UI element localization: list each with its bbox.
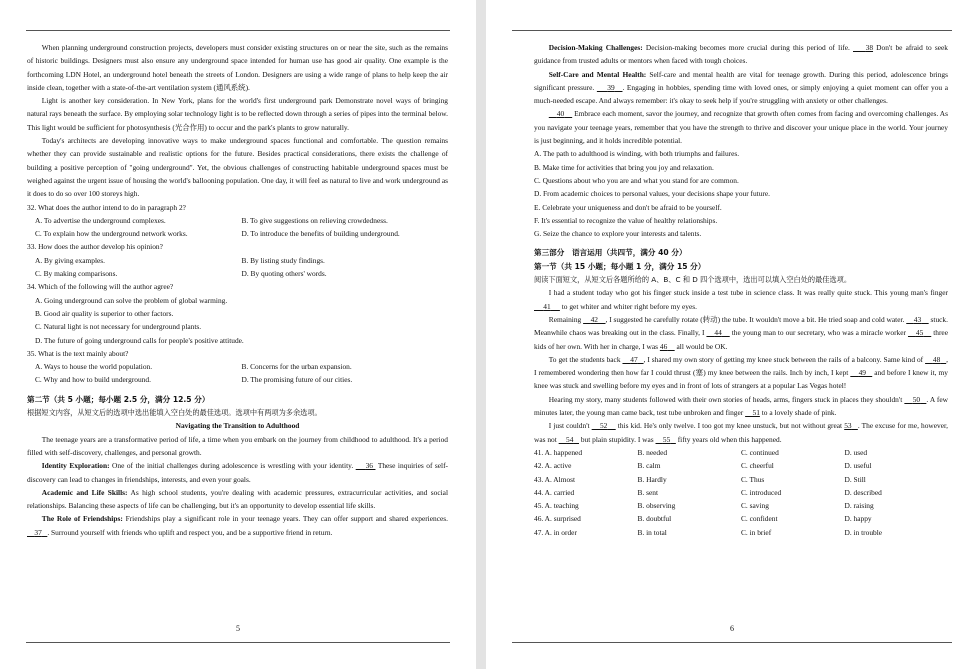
paragraph-text: . Engaging in hobbies, spending time with loved ones, or simply enjoying a quiet moment can offer you a much-needed escape. And always remember: it's okay to seek help if you're struggling with anxiety or other challenges. xyxy=(534,82,949,106)
choice: C. confident xyxy=(741,514,778,524)
option: A. Ways to house the world population. xyxy=(35,362,153,372)
blank-number: 39 xyxy=(607,82,615,92)
blank-52 xyxy=(592,421,616,430)
answer-option: E. Celebrate your uniqueness and don't be afraid to be yourself. xyxy=(534,202,722,212)
option: D. The future of going underground calls for people's positive attitude. xyxy=(35,335,244,345)
option: A. By giving examples. xyxy=(35,255,105,265)
choice: D. described xyxy=(844,487,882,497)
paragraph-heading: Self-Care and Mental Health: xyxy=(548,69,647,79)
cloze-text: all would be OK. xyxy=(676,341,728,351)
choice: B. in total xyxy=(637,527,667,537)
choice: B. calm xyxy=(637,461,661,471)
paragraph-text: These inquiries of self-discovery can lead to changes in friendships, interests, and even your goals. xyxy=(27,461,449,484)
choice: B. sent xyxy=(637,487,659,497)
blank-number: 50 xyxy=(912,394,921,404)
choice: D. Still xyxy=(844,474,866,484)
option: D. The promising future of our cities. xyxy=(241,375,353,385)
page-5-content xyxy=(27,41,448,539)
option: C. Why and how to build underground. xyxy=(35,375,151,385)
blank-47 xyxy=(622,355,643,364)
blank-number: 54 xyxy=(566,434,574,444)
cloze-paragraph xyxy=(534,313,948,353)
passage-paragraph xyxy=(534,41,948,68)
cloze-text: stuck. Meanwhile chaos was breaking out in the class. Finally, I xyxy=(534,314,948,338)
cloze-paragraph xyxy=(534,286,948,313)
paragraph-text: Don't be afraid to seek guidance from trusted adults or mentors when faced with tough choices. xyxy=(534,43,948,66)
cloze-text: Remaining xyxy=(548,314,582,324)
cloze-text: the young man to our secretary, who was a miracle worker xyxy=(731,328,906,338)
blank-45 xyxy=(908,328,931,337)
section-1-instructions: 阅读下面短文，从短文后各题所给的 A、B、C 和 D 四个选项中，选出可以填入空白处的最佳选项。 xyxy=(534,275,852,285)
question-33: 33. How does the author develop his opinion? xyxy=(27,242,163,252)
choice: C. in brief xyxy=(741,527,772,537)
blank-36 xyxy=(356,461,376,470)
choice: 44. A. carried xyxy=(534,487,575,497)
option: B. By listing study findings. xyxy=(241,255,325,265)
choice: B. needed xyxy=(637,447,668,457)
choice: 42. A. active xyxy=(534,461,572,471)
blank-number: 43 xyxy=(913,314,922,324)
answer-row xyxy=(534,499,948,512)
answer-row xyxy=(534,512,948,525)
page-number: 5 xyxy=(236,624,240,633)
blank-40 xyxy=(549,109,572,118)
choice: C. continued xyxy=(741,447,779,457)
blank-48 xyxy=(925,355,946,364)
answer-row xyxy=(534,459,948,472)
blank-number: 44 xyxy=(714,328,722,338)
choice: 45. A. teaching xyxy=(534,501,579,511)
blank-number: 47 xyxy=(630,354,638,364)
answer-row xyxy=(534,446,948,459)
question-32: 32. What does the author intend to do in paragraph 2? xyxy=(27,202,186,212)
option: C. By making comparisons. xyxy=(35,269,118,279)
blank-38 xyxy=(853,43,873,52)
blank-number: 36 xyxy=(365,461,373,471)
section-2-instructions: 根据短文内容，从短文后的选项中选出能填入空白处的最佳选项。选项中有两项为多余选项。 xyxy=(27,408,322,418)
cloze-text: fifty years old when this happened. xyxy=(677,434,782,444)
option: A. Going underground can solve the problem of global warming. xyxy=(35,295,228,305)
passage-paragraph xyxy=(534,107,948,147)
paragraph-text: Embrace each moment, savor the journey, and recognize that growth often comes from facing and overcoming challenges. As you navigate your teenage years, remember that you have the strength to thrive and discover your unique place in the world. Your journey is just beginning, and it holds incredible potential. xyxy=(534,109,949,146)
question-35: 35. What is the text mainly about? xyxy=(27,348,129,358)
cloze-paragraph xyxy=(534,419,948,446)
blank-number: 40 xyxy=(556,109,565,119)
cloze-text: to get whiter and whiter right before my eyes. xyxy=(561,301,697,311)
cloze-text: I just couldn't xyxy=(548,421,590,431)
option: B. Good air quality is superior to other factors. xyxy=(35,308,174,318)
blank-number: 53 xyxy=(844,421,852,431)
choice: 46. A. surprised xyxy=(534,514,581,524)
passage-paragraph xyxy=(27,459,448,486)
top-rule xyxy=(26,30,450,31)
blank-number: 52 xyxy=(599,421,608,431)
answer-row xyxy=(534,473,948,486)
page-gutter xyxy=(476,0,486,669)
answer-row xyxy=(534,526,948,539)
passage-paragraph xyxy=(27,512,448,539)
choice: C. saving xyxy=(741,501,769,511)
answer-option: F. It's essential to recognize the value of healthy relationships. xyxy=(534,215,718,225)
choice: B. observing xyxy=(637,501,676,511)
blank-number: 46 xyxy=(659,341,668,351)
option: C. Natural light is not necessary for underground plants. xyxy=(35,322,202,332)
blank-55 xyxy=(656,435,676,444)
blank-44 xyxy=(706,328,729,337)
blank-54 xyxy=(559,435,579,444)
choice: B. doubtful xyxy=(637,514,672,524)
answer-option: B. Make time for activities that bring you joy and relaxation. xyxy=(534,162,714,172)
paragraph-text: Self-care and mental health are vital for teenage growth. During this period, adolescence brings significant pressure. xyxy=(534,69,948,92)
option: D. To introduce the benefits of building underground. xyxy=(241,229,400,239)
blank-number: 51 xyxy=(752,408,760,418)
paragraph-1: When planning underground construction projects, developers must consider existing structures on or near the site, such as the remains of historic buildings. Designers must also ensure any underground space intended for human use has good air quality. One example is the forthcoming LDN Hotel, an underground hotel beneath the streets of London. Designers are using a wide range of plans to help keep the air inside clean, together with a state-of-the-art ventilation system (通风系统). xyxy=(27,43,448,92)
cloze-text: Hearing my story, many students followed with their own stories of heads, arms, fingers stuck in places they shouldn't xyxy=(548,394,903,404)
page-6-content xyxy=(534,41,948,539)
question-33-options xyxy=(35,267,448,280)
option: B. To give suggestions on relieving crowdedness. xyxy=(241,215,388,225)
blank-number: 55 xyxy=(662,434,671,444)
answer-row xyxy=(534,486,948,499)
cloze-text: . The excuse for me, however, was not xyxy=(534,421,949,444)
question-35-options xyxy=(35,373,448,386)
passage-title: Navigating the Transition to Adulthood xyxy=(175,421,300,431)
choice: B. Hardly xyxy=(637,474,667,484)
page-number: 6 xyxy=(730,624,734,633)
blank-46 xyxy=(660,342,675,351)
question-34: 34. Which of the following will the author agree? xyxy=(27,282,174,292)
choice: 43. A. Almost xyxy=(534,474,576,484)
page-5 xyxy=(0,0,476,669)
choice: C. Thus xyxy=(741,474,765,484)
page-6 xyxy=(486,0,978,669)
blank-number: 37 xyxy=(34,527,42,537)
blank-53 xyxy=(844,421,858,430)
blank-50 xyxy=(904,395,926,404)
blank-number: 41 xyxy=(543,301,551,311)
answer-option: A. The path to adulthood is winding, with both triumphs and failures. xyxy=(534,149,740,159)
cloze-text: . A few minutes later, the young man came back, test tube unbroken and finger xyxy=(534,394,948,418)
paragraph-heading: The Role of Friendships: xyxy=(41,514,123,524)
passage-paragraph xyxy=(534,68,948,108)
question-32-options xyxy=(35,227,448,240)
paragraph-3: Today's architects are developing innovative ways to make underground spaces functional and comfortable. The question remains whether they can provide sustainable and realistic options for the future. Besides practical considerations, there exists the challenge of building a positive perception of "going underground". Yet, the obvious challenges of constructing habitable underground spaces must be weighed against the urgent issue of housing the world's ballooning population. One day, it will feel as natural to live and work underground as it does to do so over 100 storeys high. xyxy=(27,136,448,199)
cloze-text: To get the students back xyxy=(548,354,621,364)
blank-41 xyxy=(534,302,560,311)
cloze-text: , I suggested he carefully rotate (转动) the tube. It wouldn't move a bit. He tried soap and cold water. xyxy=(605,314,905,324)
blank-39 xyxy=(597,83,623,92)
cloze-text: to a lovely shade of pink. xyxy=(761,408,837,418)
cloze-text: , I shared my own story of getting my knee stuck between the rails of a balcony. Same kind of xyxy=(643,354,924,364)
blank-number: 38 xyxy=(865,43,874,52)
cloze-paragraph xyxy=(534,393,948,420)
blank-number: 45 xyxy=(915,328,924,338)
choice: D. useful xyxy=(844,461,872,471)
blank-51 xyxy=(745,408,760,417)
choice: D. in trouble xyxy=(844,527,883,537)
choice: C. cheerful xyxy=(741,461,774,471)
blank-37 xyxy=(27,528,47,537)
paragraph-heading: Academic and Life Skills: xyxy=(41,487,128,497)
cloze-text: , I remembered wondering then how far I could thrust (塞) my knee between the rails. Inch by inch, I kept xyxy=(534,354,949,378)
part-3-heading: 第三部分 语言运用（共四节，满分 40 分） xyxy=(534,248,687,258)
choice: C. introduced xyxy=(741,487,782,497)
choice: D. used xyxy=(844,447,868,457)
blank-number: 42 xyxy=(590,314,598,324)
question-35-options xyxy=(35,360,448,373)
choice: 41. A. happened xyxy=(534,447,583,457)
question-32-options xyxy=(35,214,448,227)
paragraph-text: As high school students, you're dealing with academic pressures, extracurricular activities, and social relationships. Balancing these aspects of life can be challenging, but it's an opportunity to develop essential life skills. xyxy=(27,487,448,511)
question-33-options xyxy=(35,254,448,267)
blank-43 xyxy=(906,315,928,324)
cloze-text: I had a student today who got his finger stuck inside a test tube in science class. It was really quite stuck. This young man's finger xyxy=(548,288,948,298)
cloze-text: three kids of her own. With her in charge, I was xyxy=(534,328,948,351)
paragraph-2: Light is another key consideration. In New York, plans for the world's first underground park Demonstrate novel ways of bringing natural rays beneath the surface. By employing solar technology light is to be reflected down through a series of pipes into the terminal below. This light would be sufficient for photosynthesis (光合作用) to occur and the park's plants to grow naturally. xyxy=(27,96,448,132)
paragraph-text: One of the initial challenges during adolescence is wrestling with your identity. xyxy=(112,461,354,471)
option: C. To explain how the underground network works. xyxy=(35,229,188,239)
option: A. To advertise the underground complexes. xyxy=(35,215,166,225)
passage-paragraph: The teenage years are a transformative period of life, a time when you embark on the journey from childhood to adulthood. It's a period filled with self-discovery, challenges, and personal growth. xyxy=(27,434,448,457)
bottom-rule xyxy=(26,642,450,643)
paragraph-text: Friendships play a significant role in your teenage years. They can offer support and shared experiences. xyxy=(125,514,448,524)
paragraph-text: . Surround yourself with friends who uplift and respect you, and be a supportive friend in return. xyxy=(47,527,333,537)
paragraph-text: Decision-making becomes more crucial during this period of life. xyxy=(645,43,850,52)
answer-option: D. From academic choices to personal values, your decisions shape your future. xyxy=(534,189,771,199)
answer-option: G. Seize the chance to explore your interests and talents. xyxy=(534,229,702,239)
blank-number: 49 xyxy=(858,368,866,378)
blank-49 xyxy=(850,368,872,377)
cloze-text: this kid. He's only twelve. I too got my knee unstuck, but not without great xyxy=(617,421,843,431)
cloze-paragraph xyxy=(534,353,948,393)
bottom-rule xyxy=(512,642,952,643)
option: D. By quoting others' words. xyxy=(241,269,327,279)
option: B. Concerns for the urban expansion. xyxy=(241,362,352,372)
section-1-heading: 第一节（共 15 小题；每小题 1 分，满分 15 分） xyxy=(534,261,706,271)
choice: 47. A. in order xyxy=(534,527,577,537)
paragraph-heading: Identity Exploration: xyxy=(41,461,110,471)
blank-number: 48 xyxy=(932,354,941,364)
cloze-text: but plain stupidity. I was xyxy=(580,434,654,444)
cloze-text: and before I knew it, my knee was stuck and swelling before my eyes and in front of lots of strangers at a popular Las Vegas hotel! xyxy=(534,368,949,391)
section-2-heading: 第二节（共 5 小题；每小题 2.5 分，满分 12.5 分） xyxy=(27,394,210,404)
passage-paragraph xyxy=(27,486,448,513)
choice: D. happy xyxy=(844,514,872,524)
choice: D. raising xyxy=(844,501,874,511)
blank-42 xyxy=(583,315,605,324)
answer-option: C. Questions about who you are and what you stand for are common. xyxy=(534,175,739,185)
top-rule xyxy=(512,30,952,31)
paragraph-heading: Decision-Making Challenges: xyxy=(548,43,643,52)
